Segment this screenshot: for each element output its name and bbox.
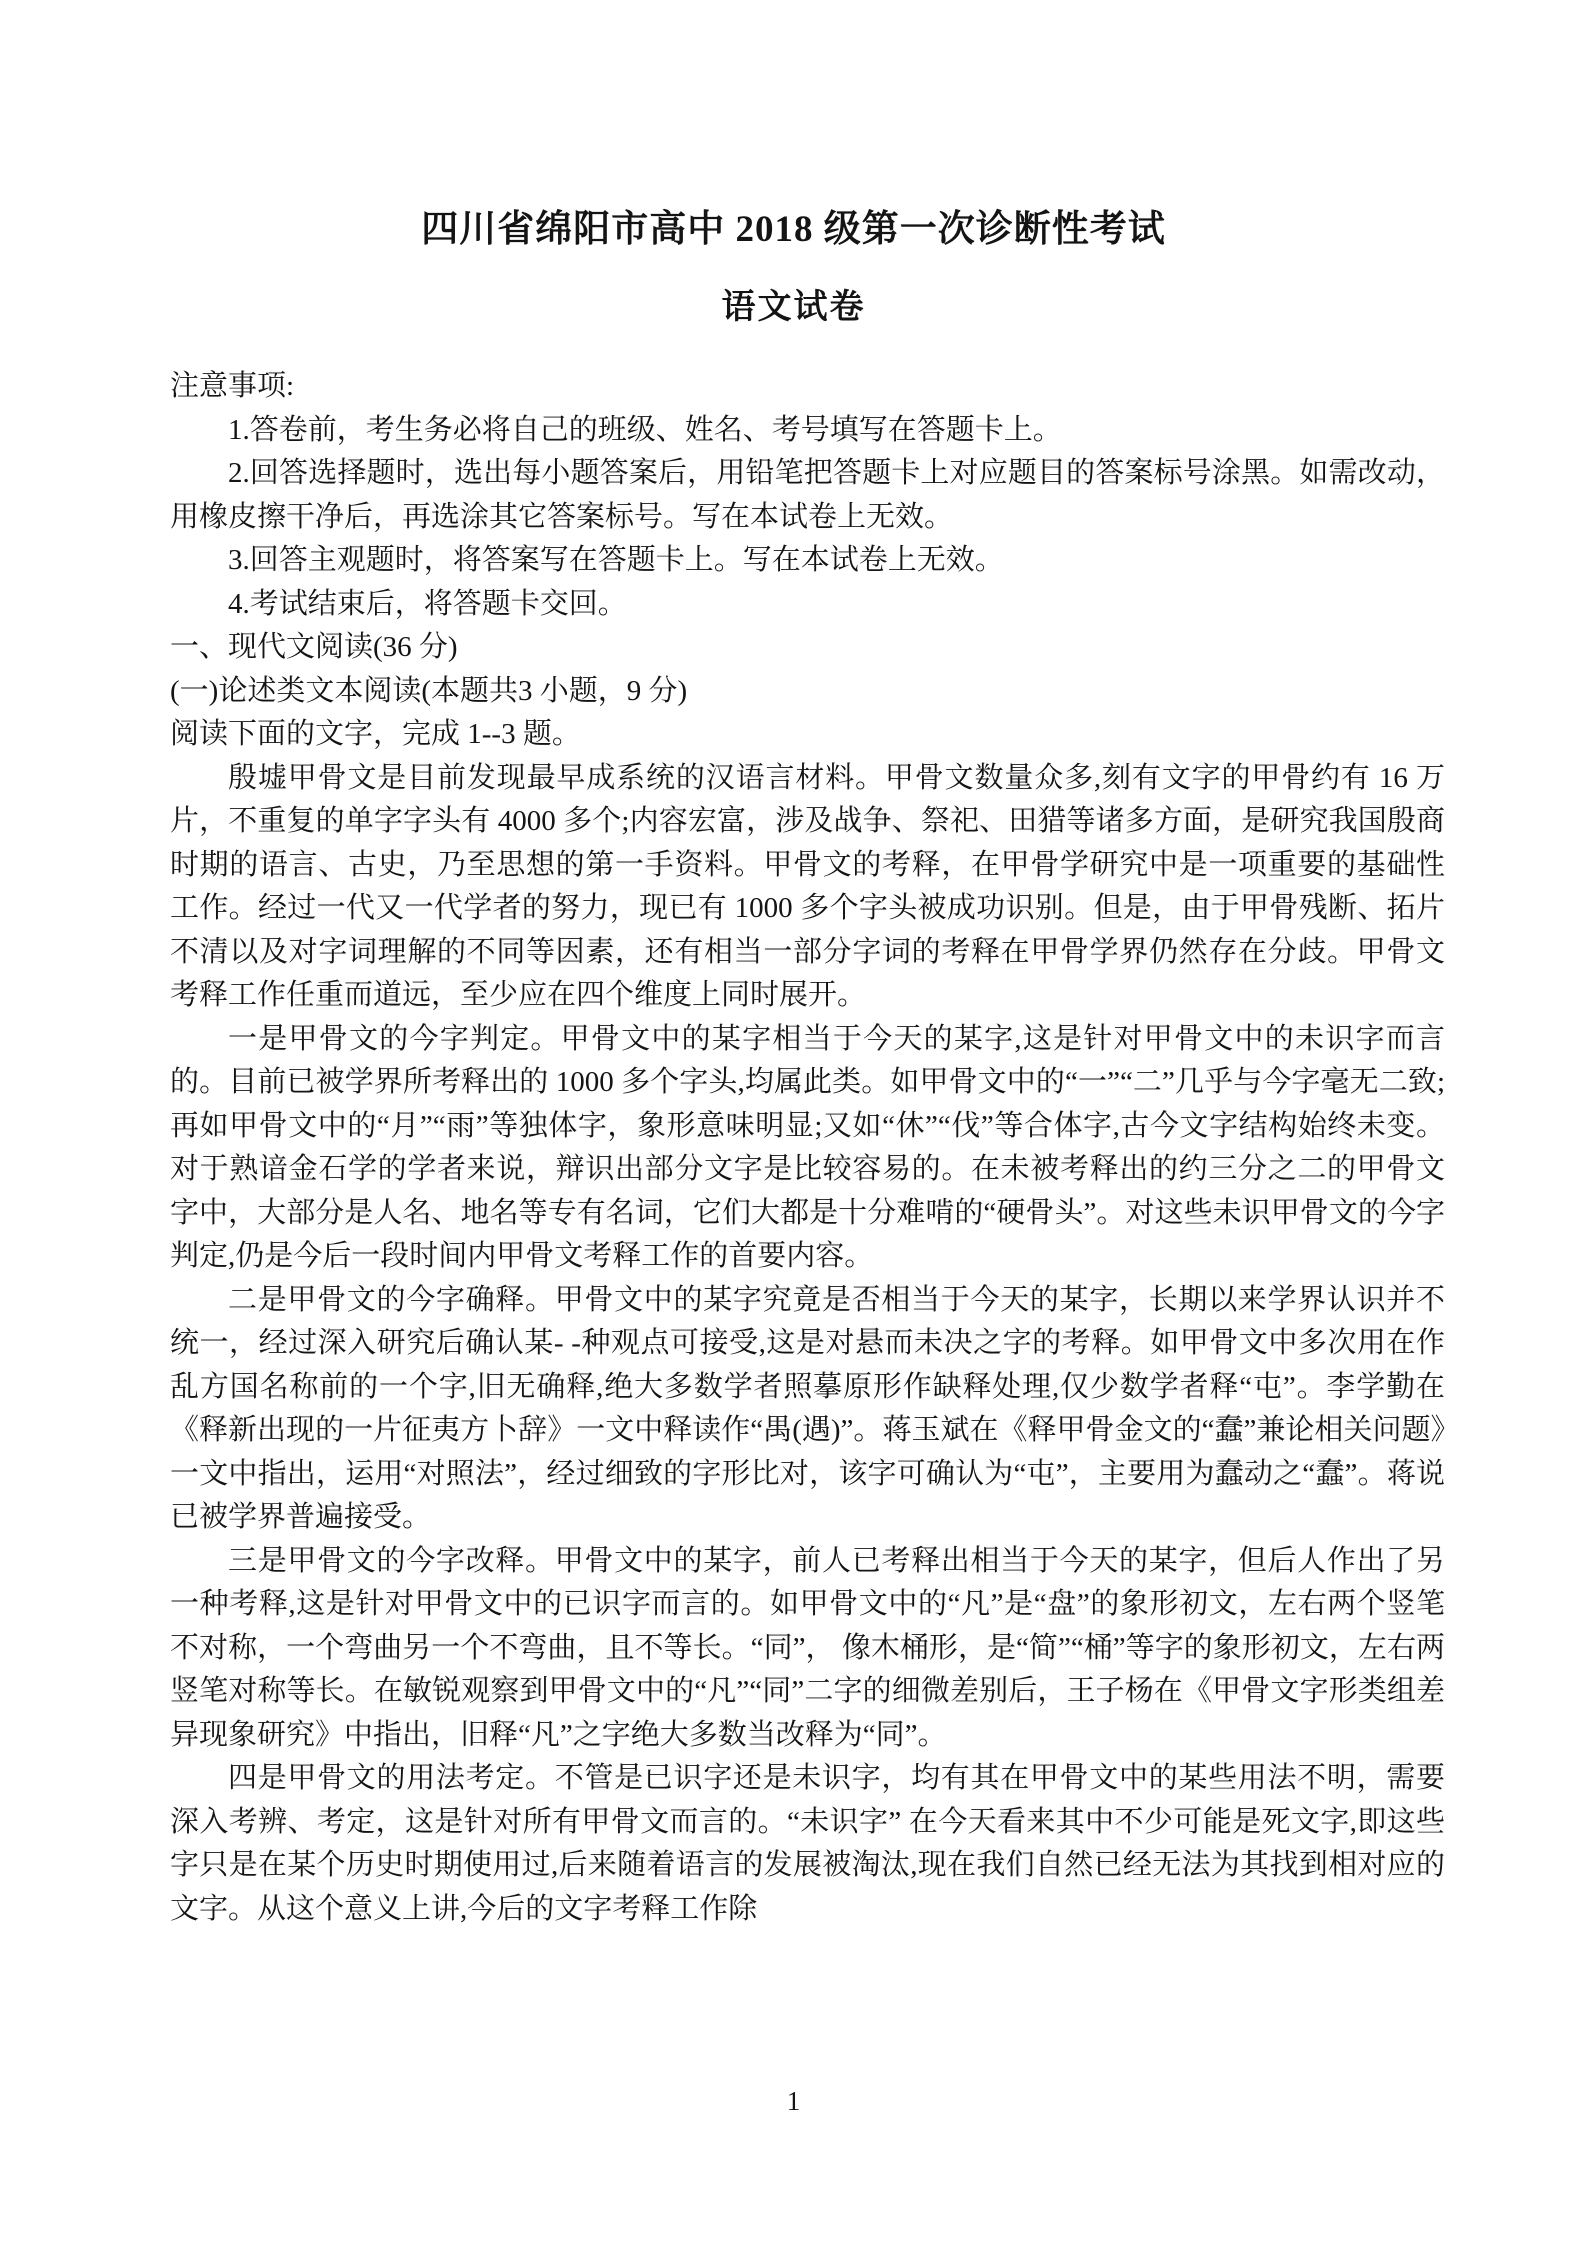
passage-paragraph-2: 一是甲骨文的今字判定。甲骨文中的某字相当于今天的某字,这是针对甲骨文中的未识字而言的。目前已被学界所考释出的 1000 多个字头,均属此类。如甲骨文中的“一”“二”几乎与今字毫无二致;再如甲骨文中的“月”“雨”等独体字，象形意味明显;又如“休”“伐”等合体字,古今文字结构始终未变。对于熟谙金石学的学者来说，辩识出部分文字是比较容易的。在未被考释出的约三分之二的甲骨文字中，大部分是人名、地名等专有名词，它们大都是十分难啃的“硬骨头”。对这些未识甲骨文的今字判定,仍是今后一段时间内甲骨文考释工作的首要内容。	[170, 1022, 1445, 1273]
document-body	[170, 365, 1445, 1931]
subsection-heading-argumentative-reading: (一)论述类文本阅读(本题共3 小题，9 分)	[170, 674, 688, 707]
page-number: 1	[786, 2086, 801, 2116]
passage-paragraph-1: 殷墟甲骨文是目前发现最早成系统的汉语言材料。甲骨文数量众多,刻有文字的甲骨约有 16 万片，不重复的单字字头有 4000 多个;内容宏富，涉及战争、祭祀、田猎等诸多方面，是研究我国殷商时期的语言、古史，乃至思想的第一手资料。甲骨文的考释，在甲骨学研究中是一项重要的基础性工作。经过一代又一代学者的努力，现已有 1000 多个字头被成功识别。但是，由于甲骨残断、拓片不清以及对字词理解的不同等因素，还有相当一部分字词的考释在甲骨学界仍然存在分歧。甲骨文考释工作任重而道远，至少应在四个维度上同时展开。	[170, 761, 1445, 1012]
notice-heading: 注意事项:	[170, 370, 295, 403]
passage-instruction: 阅读下面的文字，完成 1--3 题。	[170, 718, 581, 751]
notice-item-3: 3.回答主观题时，将答案写在答题卡上。写在本试卷上无效。	[228, 544, 1004, 577]
notice-item-4: 4.考试结束后，将答题卡交回。	[228, 587, 627, 620]
section-heading-modern-reading: 一、现代文阅读(36 分)	[170, 631, 458, 664]
passage-paragraph-5: 四是甲骨文的用法考定。不管是已识字还是未识字，均有其在甲骨文中的某些用法不明，需要深入考辨、考定，这是针对所有甲骨文而言的。“未识字” 在今天看来其中不少可能是死文字,即这些字只是在某个历史时期使用过,后来随着语言的发展被淘汰,现在我们自然已经无法为其找到相对应的文字。从这个意义上讲,今后的文字考释工作除	[170, 1762, 1445, 1925]
passage-paragraph-4: 三是甲骨文的今字改释。甲骨文中的某字，前人已考释出相当于今天的某字，但后人作出了另一种考释,这是针对甲骨文中的已识字而言的。如甲骨文中的“凡”是“盘”的象形初文，左右两个竖笔不对称，一个弯曲另一个不弯曲，且不等长。“同”， 像木桶形，是“简”“桶”等字的象形初文，左右两竖笔对称等长。在敏锐观察到甲骨文中的“凡”“同”二字的细微差别后，王子杨在《甲骨文字形类组差异现象研究》中指出，旧释“凡”之字绝大多数当改释为“同”。	[170, 1544, 1445, 1751]
page-title: 四川省绵阳市高中 2018 级第一次诊断性考试	[421, 209, 1166, 250]
passage-paragraph-3: 二是甲骨文的今字确释。甲骨文中的某字究竟是否相当于今天的某字，长期以来学界认识并不统一，经过深入研究后确认某- -种观点可接受,这是对悬而未决之字的考释。如甲骨文中多次用在作乱方国名称前的一个字,旧无确释,绝大多数学者照摹原形作缺释处理,仅少数学者释“屯”。李学勤在《释新出现的一片征夷方卜辞》一文中释读作“禺(遇)”。蒋玉斌在《释甲骨金文的“蠢”兼论相关问题》一文中指出，运用“对照法”，经过细致的字形比对，该字可确认为“屯”，主要用为蠢动之“蠢”。蒋说已被学界普遍接受。	[170, 1283, 1445, 1534]
notice-item-2: 2.回答选择题时，选出每小题答案后，用铅笔把答题卡上对应题目的答案标号涂黑。如需改动，用橡皮擦干净后，再选涂其它答案标号。写在本试卷上无效。	[170, 457, 1445, 533]
notice-item-1: 1.答卷前，考生务必将自己的班级、姓名、考号填写在答题卡上。	[228, 413, 1062, 446]
page-subtitle: 语文试卷	[721, 289, 866, 327]
